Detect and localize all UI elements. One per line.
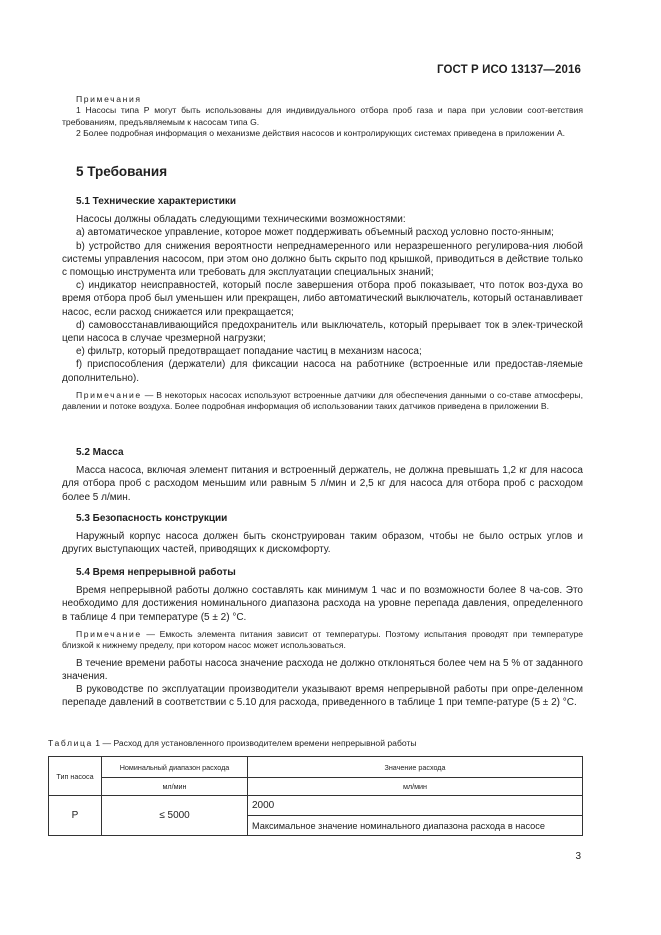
subsection-5-4-p3: В руководстве по эксплуатации производители указывают время непрерывной работы при опре-деленном перепаде давлений в соответствии с 5.10 для расхода, приведенного в таблице 1 при темпе-ратуре (5 ± 2) °С. [62, 684, 583, 709]
section-5-heading-wrap [62, 165, 583, 178]
table-caption-text: 1 — Расход для установленного производителем времени непрерывной работы [95, 738, 417, 748]
page-number: 3 [575, 851, 581, 862]
list-item: c) индикатор неисправностей, который после завершения отбора проб показывает, что поток воз-духа во время отбора проб был уменьшен или прекращен, либо автоматический выключатель, который останавливает насос, если расход снижается или прекращается; [62, 280, 583, 318]
note-label: Примечание [76, 628, 142, 639]
subsection-5-3-heading: 5.3 Безопасность конструкции [76, 513, 228, 524]
document-code: ГОСТ Р ИСО 13137—2016 [436, 64, 581, 76]
subsection-5-4-note [62, 629, 583, 652]
header-flow-value: Значение расхода [248, 757, 583, 778]
table-1 [48, 756, 583, 836]
subsection-5-2-text: Масса насоса, включая элемент питания и встроенный держатель, не должна превышать 1,2 кг для насоса для отбора проб с расходом меньшим или равным 5 л/мин и 2,5 кг для насоса для отбора проб с расходом более 5 л/мин. [62, 465, 583, 503]
cell-flow-value-1: 2000 [248, 796, 583, 816]
subsection-5-1-intro: Насосы должны обладать следующими техническими возможностями: [76, 214, 406, 226]
subsection-5-3 [62, 512, 583, 557]
subsection-5-4-p1: Время непрерывной работы должно составлять как минимум 1 час и по возможности более 8 ча-сов. Это необходимо для достижения номинального диапазона расхода на уровне перепада давления, определенного в таблице 4 при температуре (5 ± 2) °С. [62, 585, 583, 623]
subsection-5-2-heading: 5.2 Масса [76, 447, 124, 458]
subsection-5-1-heading: 5.1 Технические характеристики [76, 196, 237, 207]
unit-nominal-range: мл/мин [102, 778, 248, 796]
table-units-row [49, 778, 583, 796]
note-label: Примечание [76, 389, 142, 400]
cell-flow-value-2: Максимальное значение номинального диапазона расхода в насосе [248, 816, 583, 836]
subsection-5-4-heading: 5.4 Время непрерывной работы [76, 567, 236, 578]
note-1: 1 Насосы типа Р могут быть использованы для индивидуального отбора проб газа и пара при условии соот-ветствия требованиям, предъявляемым к насосам типа G. [62, 105, 583, 127]
note-2: 2 Более подробная информация о механизме действия насосов и контролирующих системах приведена в приложении А. [76, 128, 565, 139]
notes-block [62, 94, 583, 140]
list-item: f) приспособления (держатели) для фиксации насоса на работнике (встроенные или предостав-ляемые дополнительно). [62, 359, 583, 384]
subsection-5-1-note [62, 390, 583, 413]
subsection-5-2 [62, 446, 583, 504]
subsection-5-3-text: Наружный корпус насоса должен быть сконструирован таким образом, чтобы не было острых углов и других выступающих частей, приводящих к дискомфорту. [62, 531, 583, 556]
table-header-row [49, 757, 583, 778]
table-caption-label: Таблица [48, 738, 93, 748]
list-item: b) устройство для снижения вероятности непреднамеренного или неразрешенного регулирова-ния любой системы управления насосом, при этом оно должно быть скрыто под крышкой, приводиться в действие только с помощью инструмента или требовать для эксплуатации специальных знаний; [62, 240, 583, 279]
header-nominal-range: Номинальный диапазон расхода [102, 757, 248, 778]
notes-label: Примечания [76, 94, 142, 104]
table-1-caption [48, 738, 417, 748]
section-5-heading: 5 Требования [76, 164, 168, 179]
unit-flow-value: мл/мин [248, 778, 583, 796]
cell-pump-type: P [49, 796, 102, 836]
list-item: d) самовосстанавливающийся предохранитель или выключатель, который прерывает ток в элек-трической цепи насоса в случае чрезмерной нагрузки; [62, 319, 583, 345]
subsection-5-1 [62, 195, 583, 413]
subsection-5-4-p2: В течение времени работы насоса значение расхода не должно отклоняться более чем на 5 % от заданного значения. [62, 657, 583, 682]
table-row [49, 796, 583, 816]
list-item: а) автоматическое управление, которое может поддерживать объемный расход условно посто-янным; [76, 227, 554, 239]
cell-nominal-range: ≤ 5000 [102, 796, 248, 836]
header-pump-type: Тип насоса [49, 757, 102, 796]
note-text: — Емкость элемента питания зависит от температуры. Поэтому испытания проводят при температуре близкой к нижнему пределу, при котором насос может использоваться. [62, 628, 584, 651]
list-item: e) фильтр, который предотвращает попадание частиц в механизм насоса; [76, 346, 422, 358]
note-text: — В некоторых насосах используют встроенные датчики для обеспечения данными о со-ставе атмосферы, давлении и потоке воздуха. Более подробная информация об использовании таких датчиков приведена в приложении В. [62, 389, 583, 412]
subsection-5-4 [62, 566, 583, 709]
